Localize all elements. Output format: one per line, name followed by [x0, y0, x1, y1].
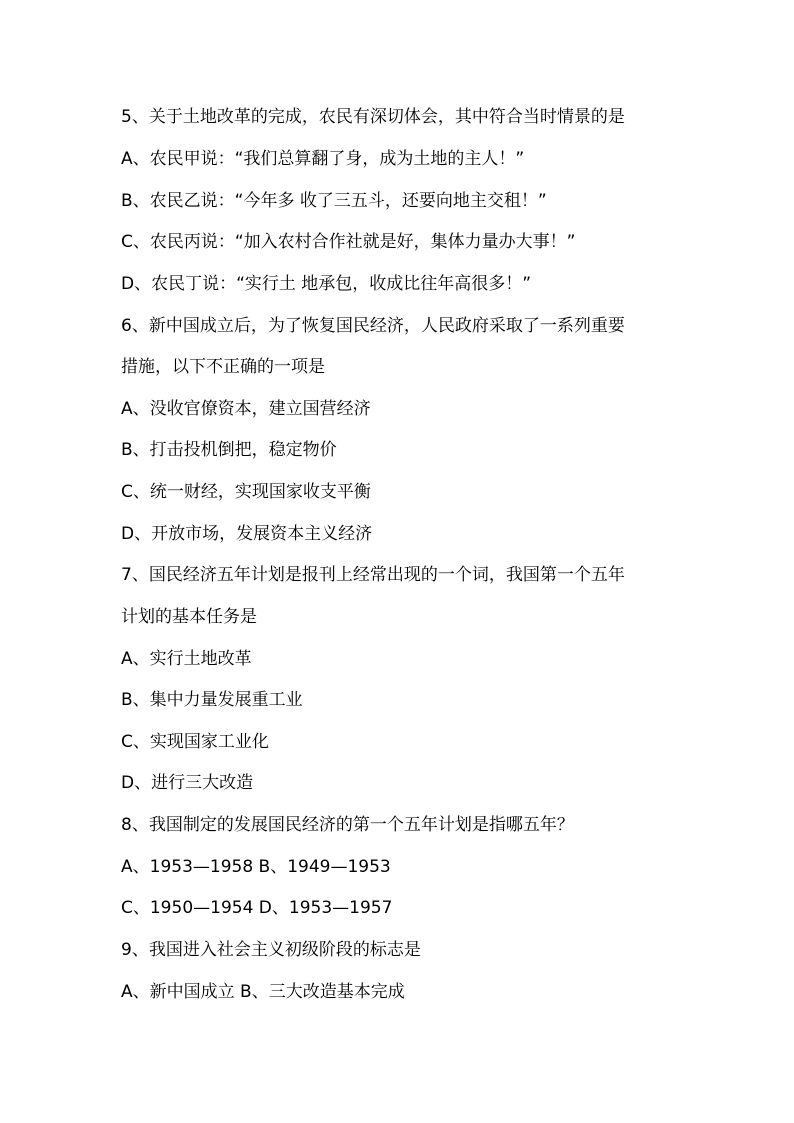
- question-8-stem: 8、我国制定的发展国民经济的第一个五年计划是指哪五年？: [121, 815, 574, 835]
- question-5-option-c: C、农民丙说：“加入农村合作社就是好，集体力量办大事！”: [121, 232, 576, 252]
- question-6-option-c: C、统一财经，实现国家收支平衡: [121, 482, 371, 502]
- question-6-stem-line-1: 6、新中国成立后，为了恢复国民经济，人民政府采取了一系列重要: [121, 316, 625, 336]
- question-5-option-b: B、农民乙说：“今年多 收了三五斗，还要向地主交租！”: [121, 191, 547, 211]
- question-6-option-a: A、没收官僚资本，建立国营经济: [121, 399, 371, 419]
- question-9-options-ab: A、新中国成立 B、三大改造基本完成: [121, 982, 405, 1002]
- question-6-option-b: B、打击投机倒把，稳定物价: [121, 440, 337, 460]
- question-6-option-d: D、开放市场，发展资本主义经济: [121, 524, 373, 544]
- question-7-option-c: C、实现国家工业化: [121, 732, 269, 752]
- question-6-stem-line-2: 措施，以下不正确的一项是: [121, 357, 325, 377]
- question-7-stem-line-2: 计划的基本任务是: [121, 607, 257, 627]
- question-5-option-a: A、农民甲说：“我们总算翻了身，成为土地的主人！”: [121, 149, 525, 169]
- question-7-stem-line-1: 7、国民经济五年计划是报刊上经常出现的一个词，我国第一个五年: [121, 565, 625, 585]
- question-5-stem: 5、关于土地改革的完成，农民有深切体会，其中符合当时情景的是: [121, 107, 625, 127]
- question-8-options-ab: A、1953—1958 B、1949—1953: [121, 857, 391, 877]
- question-5-option-d: D、农民丁说：“实行土 地承包，收成比往年高很多！”: [121, 274, 532, 294]
- question-7-option-a: A、实行土地改革: [121, 649, 252, 669]
- question-8-options-cd: C、1950—1954 D、1953—1957: [121, 898, 393, 918]
- question-9-stem: 9、我国进入社会主义初级阶段的标志是: [121, 940, 421, 960]
- question-7-option-d: D、进行三大改造: [121, 773, 254, 793]
- question-7-option-b: B、集中力量发展重工业: [121, 690, 303, 710]
